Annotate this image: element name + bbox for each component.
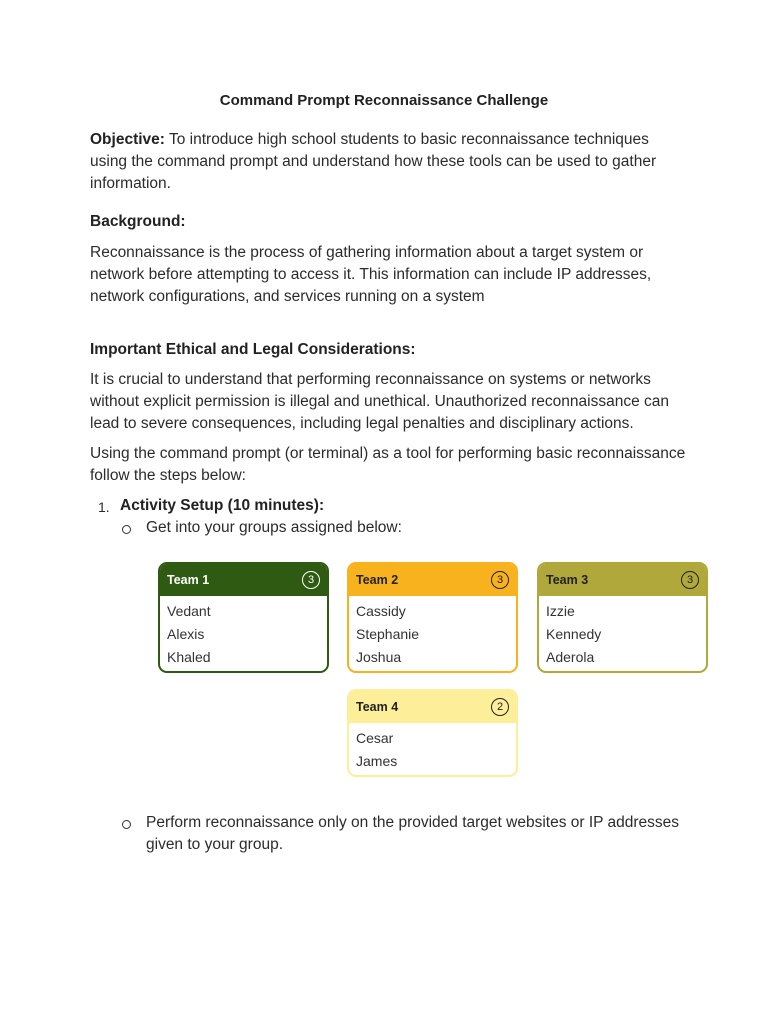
bullet-reconnaissance-text: Perform reconnaissance only on the provided target websites or IP addresses given to your group. <box>146 814 680 853</box>
team-card <box>537 562 708 673</box>
objective-text: To introduce high school students to basic reconnaissance techniques using the command prompt and understand how these tools can be used to gather information. <box>90 131 657 192</box>
team-member: Khaled <box>167 649 211 665</box>
step-title: Activity Setup (10 minutes): <box>120 497 325 514</box>
team-member: Izzie <box>546 603 575 619</box>
background-heading: Background: <box>90 213 186 230</box>
team-members <box>539 596 706 671</box>
team-header <box>349 564 516 596</box>
team-name: Team 3 <box>546 573 589 587</box>
intro-text: Using the command prompt (or terminal) as a tool for performing basic reconnaissance follow the steps below: <box>90 445 686 484</box>
team-member: Kennedy <box>546 626 602 642</box>
team-name: Team 1 <box>167 573 210 587</box>
bullet-icon <box>122 525 131 534</box>
step-number: 1. <box>98 499 110 515</box>
team-header <box>539 564 706 596</box>
ethics-text: It is crucial to understand that performing reconnaissance on systems or networks without explicit permission is illegal and unethical. Unauthorized reconnaissance can lead to severe consequences, including legal penalties and disciplinary actions. <box>90 371 669 432</box>
team-card <box>158 562 329 673</box>
team-members <box>349 596 516 671</box>
member-count-badge: 3 <box>681 571 699 589</box>
team-member: Vedant <box>167 603 211 619</box>
team-member: Cesar <box>356 730 394 746</box>
member-count-badge: 2 <box>491 698 509 716</box>
team-member: Alexis <box>167 626 205 642</box>
team-header <box>160 564 327 596</box>
background-text: Reconnaissance is the process of gathering information about a target system or network before attempting to access it. This information can include IP addresses, network configurations, and services running on a system <box>90 244 652 305</box>
team-member: Cassidy <box>356 603 406 619</box>
team-members <box>349 723 516 775</box>
team-name: Team 4 <box>356 700 399 714</box>
page-title: Command Prompt Reconnaissance Challenge <box>219 92 549 109</box>
bullet-icon <box>122 820 131 829</box>
objective-label: Objective: <box>90 131 165 148</box>
ethics-heading: Important Ethical and Legal Considerations: <box>90 341 416 358</box>
team-card <box>347 689 518 777</box>
team-header <box>349 691 516 723</box>
member-count-badge: 3 <box>302 571 320 589</box>
team-member: Aderola <box>546 649 595 665</box>
team-member: James <box>356 753 398 769</box>
team-member: Stephanie <box>356 626 420 642</box>
team-card <box>347 562 518 673</box>
member-count-badge: 3 <box>491 571 509 589</box>
team-members <box>160 596 327 671</box>
team-member: Joshua <box>356 649 402 665</box>
bullet-groups-text: Get into your groups assigned below: <box>146 519 402 536</box>
objective-paragraph <box>90 129 690 195</box>
team-name: Team 2 <box>356 573 399 587</box>
